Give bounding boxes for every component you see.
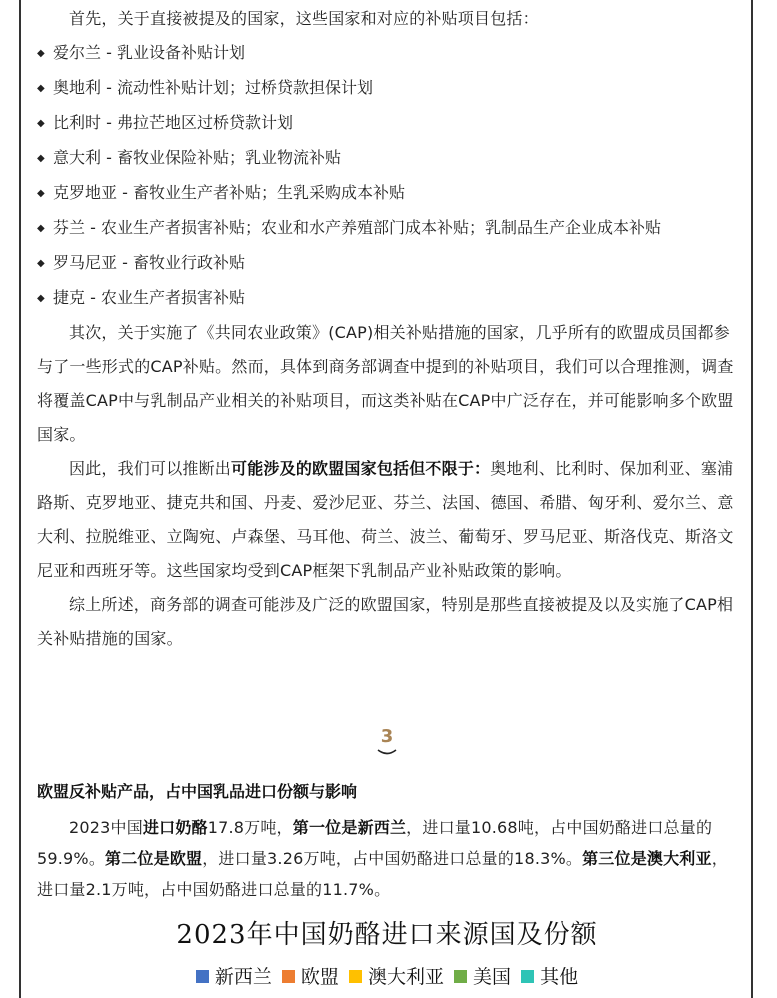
list-item: ◆ 芬兰 - 农业生产者损害补贴；农业和水产养殖部门成本补贴；乳制品生产企业成本补贴: [37, 211, 737, 246]
legend-item: 澳大利亚: [349, 962, 444, 989]
legend-item: 其他: [521, 962, 578, 989]
diamond-bullet-icon: ◆: [37, 118, 45, 129]
section-title: 欧盟反补贴产品，占中国乳品进口份额与影响: [37, 782, 358, 801]
diamond-bullet-icon: ◆: [37, 48, 45, 59]
chart-legend: [37, 962, 737, 989]
list-item: ◆ 意大利 - 畜牧业保险补贴；乳业物流补贴: [37, 141, 737, 176]
cap-paragraph: 其次，关于实施了《共同农业政策》(CAP)相关补贴措施的国家，几乎所有的欧盟成员国都参与了一些形式的CAP补贴。然而，具体到商务部调查中提到的补贴项目，我们可以合理推测，调查将覆盖CAP中与乳制品产业相关的补贴项目，而这类补贴在CAP中广泛存在，并可能影响多个欧盟国家。: [37, 323, 734, 444]
summary-paragraph: 综上所述，商务部的调查可能涉及广泛的欧盟国家，特别是那些直接被提及以及实施了CAP相关补贴措施的国家。: [37, 595, 734, 648]
legend-swatch: [349, 970, 362, 983]
section-body: [37, 812, 737, 905]
legend-swatch: [454, 970, 467, 983]
legend-item: 美国: [454, 962, 511, 989]
document-page: [19, 0, 753, 998]
list-item: ◆ 奥地利 - 流动性补贴计划；过桥贷款担保计划: [37, 71, 737, 106]
diamond-bullet-icon: ◆: [37, 153, 45, 164]
subsidy-list: [37, 36, 737, 316]
list-item: ◆ 比利时 - 弗拉芒地区过桥贷款计划: [37, 106, 737, 141]
legend-item: 新西兰: [196, 962, 272, 989]
legend-swatch: [521, 970, 534, 983]
diamond-bullet-icon: ◆: [37, 83, 45, 94]
legend-swatch: [282, 970, 295, 983]
diamond-bullet-icon: ◆: [37, 293, 45, 304]
decorative-curve-icon: [375, 747, 399, 757]
cheese-import-paragraph: 2023中国进口奶酪17.8万吨，第一位是新西兰，进口量10.68吨，占中国奶酪进口总量的59.9%。第二位是欧盟，进口量3.26万吨，占中国奶酪进口总量的18.3%。第三位是澳大利亚，进口量2.1万吨，占中国奶酪进口总量的11.7%。: [37, 818, 728, 899]
list-item: ◆ 罗马尼亚 - 畜牧业行政补贴: [37, 246, 737, 281]
legend-swatch: [196, 970, 209, 983]
intro-paragraph: 首先，关于直接被提及的国家，这些国家和对应的补贴项目包括：: [69, 9, 539, 28]
section-number: 3: [37, 726, 737, 757]
list-item: ◆ 捷克 - 农业生产者损害补贴: [37, 281, 737, 316]
diamond-bullet-icon: ◆: [37, 223, 45, 234]
diamond-bullet-icon: ◆: [37, 258, 45, 269]
list-item: ◆ 爱尔兰 - 乳业设备补贴计划: [37, 36, 737, 71]
chart-title: 2023年中国奶酪进口来源国及份额: [176, 920, 598, 950]
legend-item: 欧盟: [282, 962, 339, 989]
list-item: ◆ 克罗地亚 - 畜牧业生产者补贴；生乳采购成本补贴: [37, 176, 737, 211]
document-content: [37, 0, 737, 988]
countries-paragraph: 因此，我们可以推断出可能涉及的欧盟国家包括但不限于：奥地利、比利时、保加利亚、塞浦路斯、克罗地亚、捷克共和国、丹麦、爱沙尼亚、芬兰、法国、德国、希腊、匈牙利、爱尔兰、意大利、拉脱维亚、立陶宛、卢森堡、马耳他、荷兰、波兰、葡萄牙、罗马尼亚、斯洛伐克、斯洛文尼亚和西班牙等。这些国家均受到CAP框架下乳制品产业补贴政策的影响。: [37, 459, 734, 580]
diamond-bullet-icon: ◆: [37, 188, 45, 199]
